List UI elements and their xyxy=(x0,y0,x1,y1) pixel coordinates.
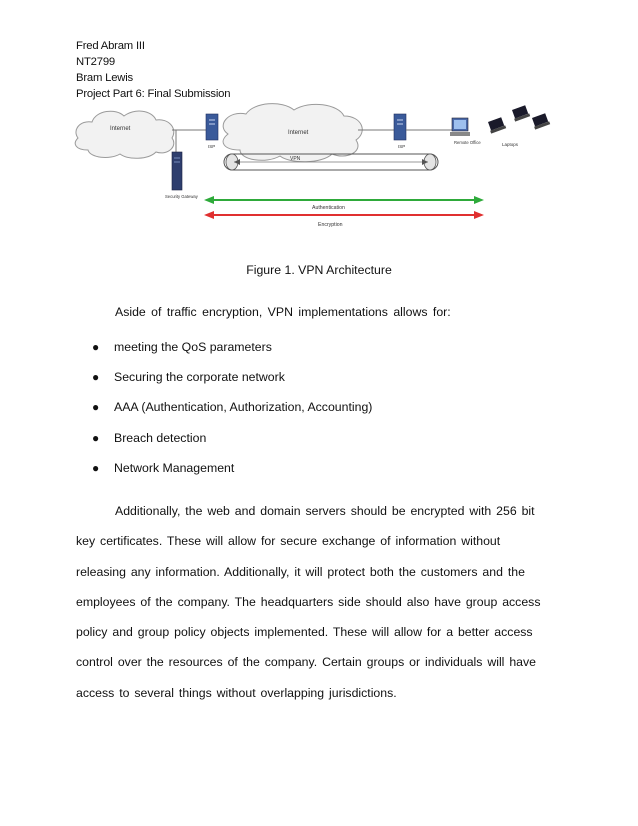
isp-right-router xyxy=(394,114,406,149)
bullet-icon: ● xyxy=(92,430,100,445)
encryption-arrow xyxy=(204,211,484,228)
internet-left-label: Internet xyxy=(110,126,131,132)
remote-office-label: Remote Office xyxy=(454,140,481,145)
authentication-arrow xyxy=(204,196,484,211)
encryption-label: Encryption xyxy=(318,222,343,228)
internet-center-label: Internet xyxy=(288,130,309,136)
vpn-label: VPN xyxy=(290,156,301,162)
bullet-icon: ● xyxy=(92,370,100,385)
list-item: ● Securing the corporate network xyxy=(92,370,285,385)
laptops-group xyxy=(487,105,550,147)
vpn-architecture-diagram xyxy=(68,100,558,234)
author-name: Fred Abram III xyxy=(76,40,145,52)
laptops-label: Laptops xyxy=(502,142,519,147)
internet-cloud-center xyxy=(223,104,362,162)
isp-left-label: ISP xyxy=(208,144,216,149)
document-header xyxy=(76,38,230,102)
isp-right-label: ISP xyxy=(398,144,406,149)
remote-office-pc xyxy=(450,118,481,145)
security-gateway xyxy=(165,152,199,199)
bullet-icon: ● xyxy=(92,340,100,354)
instructor-name: Bram Lewis xyxy=(76,72,134,84)
list-item: ● Breach detection xyxy=(92,430,207,445)
security-gateway-label: Security Gateway xyxy=(165,194,198,199)
bullet-list xyxy=(92,340,372,491)
list-item: ● meeting the QoS parameters xyxy=(92,340,272,354)
project-title: Project Part 6: Final Submission xyxy=(76,88,231,100)
bullet-icon: ● xyxy=(92,400,100,415)
body-paragraph xyxy=(76,496,554,708)
list-item: ● Network Management xyxy=(92,460,235,475)
list-item: ● AAA (Authentication, Authorization, Accounting) xyxy=(92,400,373,415)
isp-left-router xyxy=(206,114,218,149)
intro-sentence: Aside of traffic encryption, VPN implementations allows for: xyxy=(115,305,451,319)
course-code: NT2799 xyxy=(76,56,115,68)
paragraph-text: Additionally, the web and domain servers should be encrypted with 256 bit key certificates. These will allow for secure exchange of information without releasing any information. Additionally, it will protect both the customers and the employees of the company. The headquarters side should also have group access policy and group policy objects implemented. These will allow for a better access control over the resources of the company. Certain groups or individuals will have access to several things without overlapping jurisdictions. xyxy=(76,504,541,700)
authentication-label: Authentication xyxy=(312,205,345,211)
internet-cloud-left xyxy=(75,111,174,158)
figure-caption: Figure 1. VPN Architecture xyxy=(246,263,392,277)
bullet-icon: ● xyxy=(92,460,100,475)
